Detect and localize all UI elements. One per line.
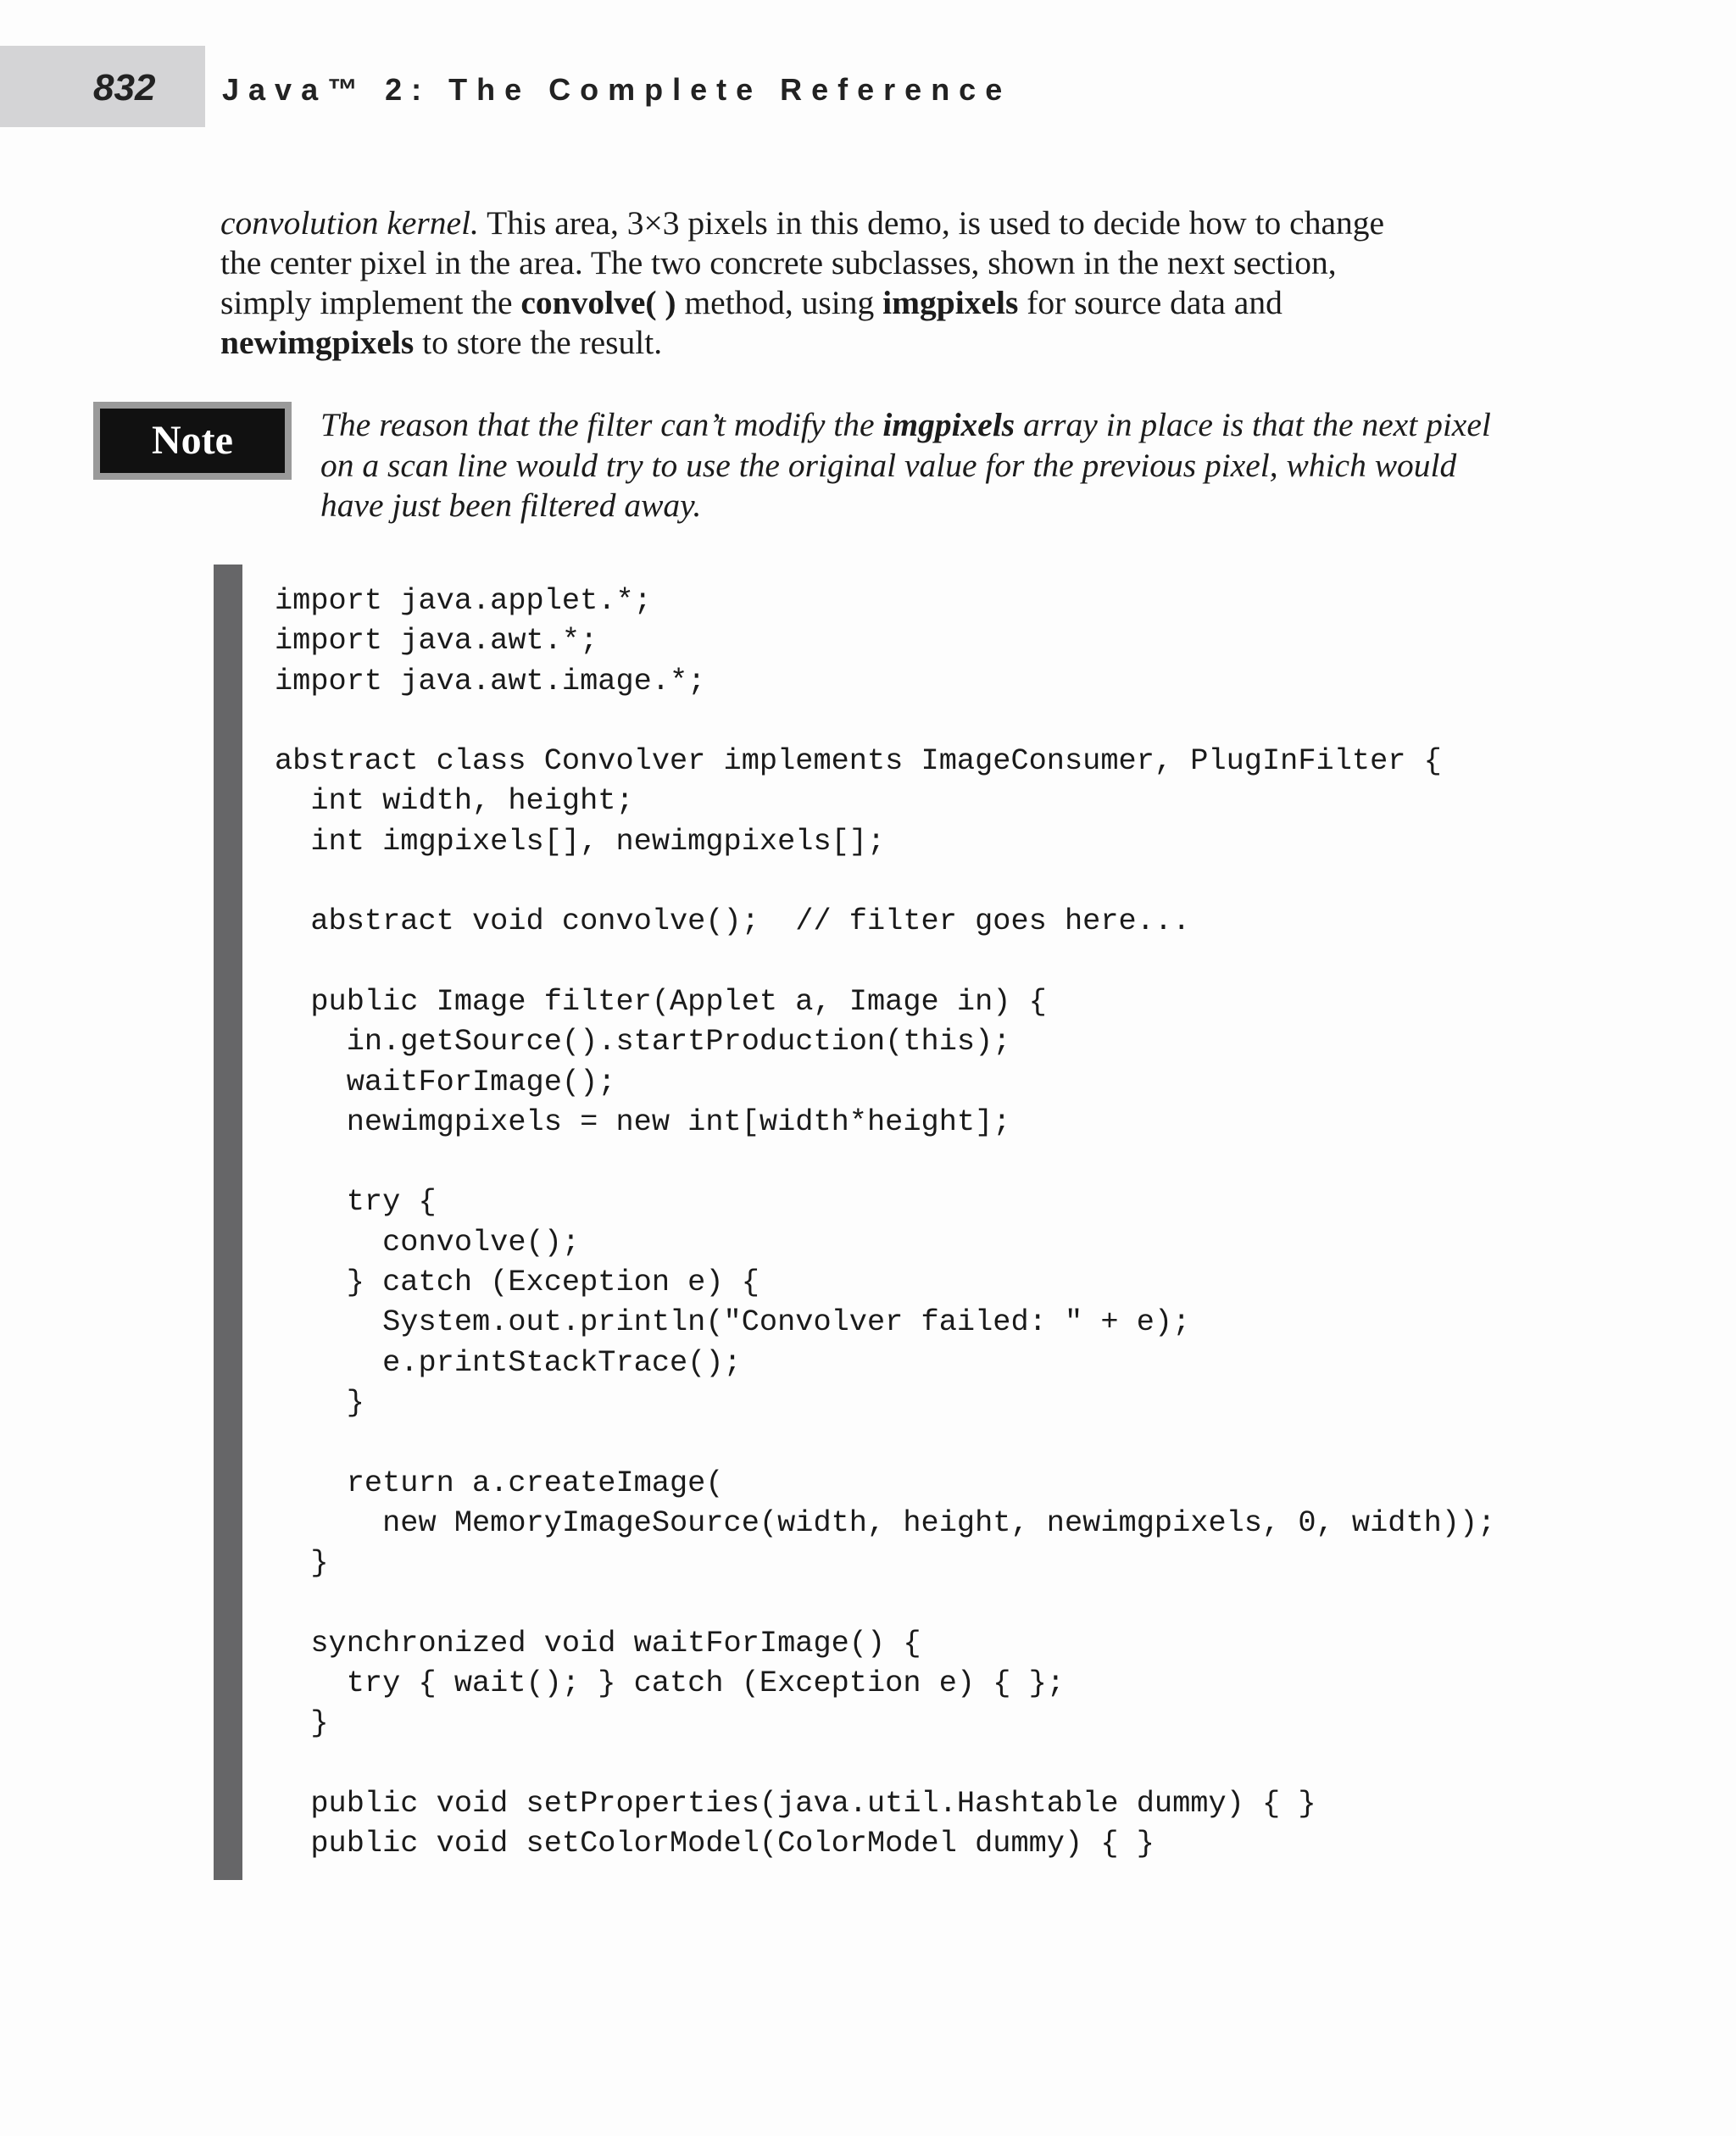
code-line: int imgpixels[], newimgpixels[]; [275, 824, 886, 859]
code-listing [275, 581, 1716, 1865]
code-line: import java.awt.*; [275, 624, 598, 659]
code-line: abstract class Convolver implements ImageConsumer, PlugInFilter { [275, 744, 1442, 779]
code-term-convolve: convolve( ) [520, 284, 676, 321]
body-line-1: convolution kernel. This area, 3×3 pixels in this demo, is used to decide how to change [220, 204, 1385, 242]
code-line: new MemoryImageSource(width, height, newimgpixels, 0, width)); [275, 1505, 1496, 1540]
code-line [275, 862, 1716, 902]
note-line-2: on a scan line would try to use the original value for the previous pixel, which would [320, 446, 1457, 484]
code-line: in.getSource().startProduction(this); [275, 1025, 1011, 1060]
body-line-4: newimgpixels to store the result. [220, 324, 663, 361]
code-line: int width, height; [275, 784, 634, 819]
code-line: waitForImage(); [275, 1065, 616, 1099]
code-line: e.printStackTrace(); [275, 1345, 742, 1380]
code-line [275, 1744, 1716, 1784]
code-line: public Image filter(Applet a, Image in) { [275, 984, 1047, 1019]
code-line: System.out.println("Convolver failed: " + e); [275, 1305, 1191, 1340]
code-line: return a.createImage( [275, 1466, 724, 1500]
note-badge-label: Note [100, 409, 285, 473]
body-paragraph [220, 203, 1526, 363]
code-line: } [275, 1385, 364, 1420]
code-line [275, 1143, 1716, 1182]
code-term-imgpixels: imgpixels [882, 284, 1019, 321]
code-line: import java.awt.image.*; [275, 664, 706, 698]
code-line: try { wait(); } catch (Exception e) { }; [275, 1666, 1065, 1701]
code-line: } [275, 1706, 329, 1741]
code-line: synchronized void waitForImage() { [275, 1626, 921, 1660]
body-line-3: simply implement the convolve( ) method, using imgpixels for source data and [220, 284, 1283, 321]
code-line [275, 943, 1716, 982]
note-badge [93, 402, 292, 480]
running-head: Java™ 2: The Complete Reference [222, 72, 1012, 107]
code-line [275, 1583, 1716, 1623]
code-term-newimgpixels: newimgpixels [220, 324, 415, 361]
body-line-2: the center pixel in the area. The two concrete subclasses, shown in the next section, [220, 244, 1337, 281]
code-block-bar [214, 565, 242, 1880]
note-code-term-imgpixels: imgpixels [882, 406, 1015, 443]
code-line [275, 702, 1716, 742]
code-line: } catch (Exception e) { [275, 1265, 760, 1300]
code-line: } [275, 1546, 329, 1581]
code-line: convolve(); [275, 1225, 581, 1260]
body-term-convolution-kernel: convolution kernel. [220, 204, 479, 242]
note-text [320, 405, 1524, 526]
code-line: import java.applet.*; [275, 584, 652, 618]
note-line-3: have just been filtered away. [320, 487, 702, 524]
code-line: public void setProperties(java.util.Hashtable dummy) { } [275, 1786, 1316, 1821]
page-number: 832 [93, 67, 156, 108]
code-line: newimgpixels = new int[width*height]; [275, 1104, 1011, 1139]
code-line: abstract void convolve(); // filter goes here... [275, 904, 1191, 939]
note-line-1: The reason that the filter can’t modify the imgpixels array in place is that the next pixel [320, 406, 1491, 443]
code-line: try { [275, 1185, 437, 1220]
code-line: public void setColorModel(ColorModel dummy) { } [275, 1827, 1155, 1861]
code-line [275, 1423, 1716, 1463]
